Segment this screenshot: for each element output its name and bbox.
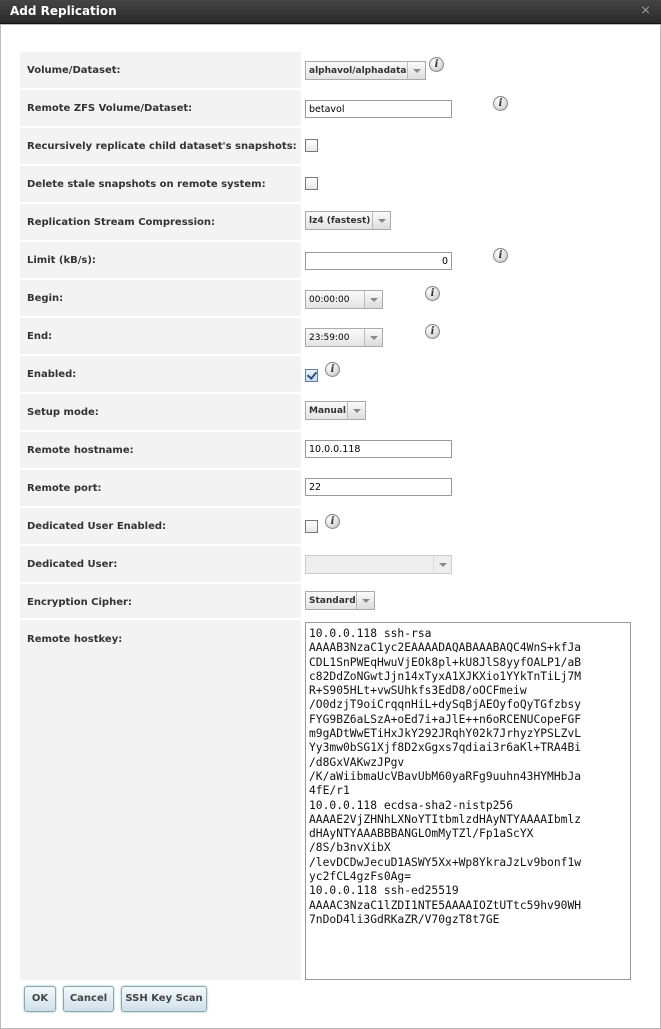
compression-value: lz4 (fastest) [309,216,371,226]
begin-value: 00:00:00 [309,295,350,305]
remote-hostname-label: Remote hostname: [20,432,301,468]
row-volume-dataset [20,52,661,88]
dedicated-user-enabled-checkbox[interactable] [305,520,318,533]
encryption-cipher-select[interactable] [305,591,375,610]
remote-port-label: Remote port: [20,470,301,506]
enabled-label: Enabled: [20,356,301,392]
volume-dataset-select[interactable] [305,61,426,80]
row-remote-zfs [20,90,661,126]
enabled-checkbox[interactable] [305,369,318,382]
remote-hostkey-label: Remote hostkey: [20,620,301,980]
dialog-title: Add Replication [10,4,117,18]
end-label: End: [20,318,301,354]
remote-hostname-input[interactable]: 10.0.0.118 [305,440,452,458]
info-icon[interactable]: i [429,57,444,72]
dialog-titlebar [0,0,661,24]
ssh-key-scan-button[interactable]: SSH Key Scan [121,986,207,1012]
remote-zfs-label: Remote ZFS Volume/Dataset: [20,90,301,126]
info-icon[interactable]: i [325,362,340,377]
row-limit [20,242,661,278]
setup-mode-select[interactable] [305,401,366,420]
end-value: 23:59:00 [309,333,350,343]
chevron-down-icon [356,592,374,609]
recursive-label: Recursively replicate child dataset's snapshots: [20,128,301,164]
remote-hostkey-textarea[interactable]: 10.0.0.118 ssh-rsa AAAAB3NzaC1yc2EAAAADAQABAAABAQC4WnS+kfJa CDL1SnPWEqHwuVjEOk8pl+kU8JlS8yyfOALP1/aB c82DdZoNGwtJjn14xTyxA1XJKXio1YYkTnTiLj7M R+S905HLt+vwSUhkfs3EdD8/oOCFmeiw /O0dzjT9oiCrqqnHiL+dySqBjAEOyfoQyTGfzbsy FYG9BZ6aLSzA+oEd7i+aJlE++n6oRCENUCopeFGF m9gADtWwETiHxJkY292JRqhY02k7JrhyzYPSLZvL Yy3mw0bSG1Xjf8D2xGgxs7qdiai3r6aKl+TRA4Bi /d8GxVAKwzJPgv /K/aWiibmaUcVBavUbM60yaRFg9uuhn43HYMHbJa 4fE/r1 10.0.0.118 ecdsa-sha2-nistp256 AAAAE2VjZHNhLXNoYTItbmlzdHAyNTYAAAAIbmlz dHAyNTYAAABBBANGLOmMyTZl/Fp1aScYX /8S/b3nvXibX /levDCDwJecuD1ASWY5Xx+Wp8YkraJzLv9bonf1w yc2fCL4gzFs0Ag= 10.0.0.118 ssh-ed25519 AAAAC3NzaC1lZDI1NTE5AAAAIOZtUTtc59hv90WH 7nDoD4li3GdRKaZR/V70gzT8t7GE [305,622,631,980]
begin-label: Begin: [20,280,301,316]
recursive-checkbox[interactable] [305,139,318,152]
dedicated-user-label: Dedicated User: [20,546,301,582]
remote-port-input[interactable]: 22 [305,478,452,496]
row-recursive [20,128,661,164]
chevron-down-icon [407,62,425,79]
row-end [20,318,661,354]
row-begin [20,280,661,316]
row-setup-mode [20,394,661,430]
ok-button[interactable]: OK [24,986,56,1012]
info-icon[interactable]: i [325,514,340,529]
limit-input[interactable]: 0 [305,252,452,270]
end-select[interactable] [305,328,383,347]
info-icon[interactable]: i [493,248,508,263]
chevron-down-icon [364,329,382,346]
close-icon[interactable]: ⨯ [640,3,651,18]
cancel-button[interactable]: Cancel [63,986,114,1012]
begin-select[interactable] [305,290,383,309]
compression-label: Replication Stream Compression: [20,204,301,240]
chevron-down-icon [433,556,451,573]
chevron-down-icon [347,402,365,419]
encryption-cipher-value: Standard [309,596,356,606]
volume-dataset-value: alphavol/alphadata [309,66,407,76]
row-enabled [20,356,661,392]
chevron-down-icon [372,212,390,229]
info-icon[interactable]: i [425,324,440,339]
delete-stale-label: Delete stale snapshots on remote system: [20,166,301,202]
row-remote-port [20,470,661,506]
dedicated-user-enabled-label: Dedicated User Enabled: [20,508,301,544]
row-remote-hostname [20,432,661,468]
dedicated-user-select[interactable] [305,555,452,574]
compression-select[interactable] [305,211,391,230]
row-dedicated-user [20,546,661,582]
volume-dataset-label: Volume/Dataset: [20,52,301,88]
row-dedicated-user-enabled [20,508,661,544]
setup-mode-value: Manual [309,406,347,416]
info-icon[interactable]: i [425,286,440,301]
row-delete-stale [20,166,661,202]
delete-stale-checkbox[interactable] [305,177,318,190]
encryption-cipher-label: Encryption Cipher: [20,584,301,618]
remote-zfs-input[interactable]: betavol [305,100,452,118]
setup-mode-label: Setup mode: [20,394,301,430]
row-compression [20,204,661,240]
chevron-down-icon [364,291,382,308]
limit-label: Limit (kB/s): [20,242,301,278]
row-encryption-cipher [20,584,661,620]
info-icon[interactable]: i [493,96,508,111]
